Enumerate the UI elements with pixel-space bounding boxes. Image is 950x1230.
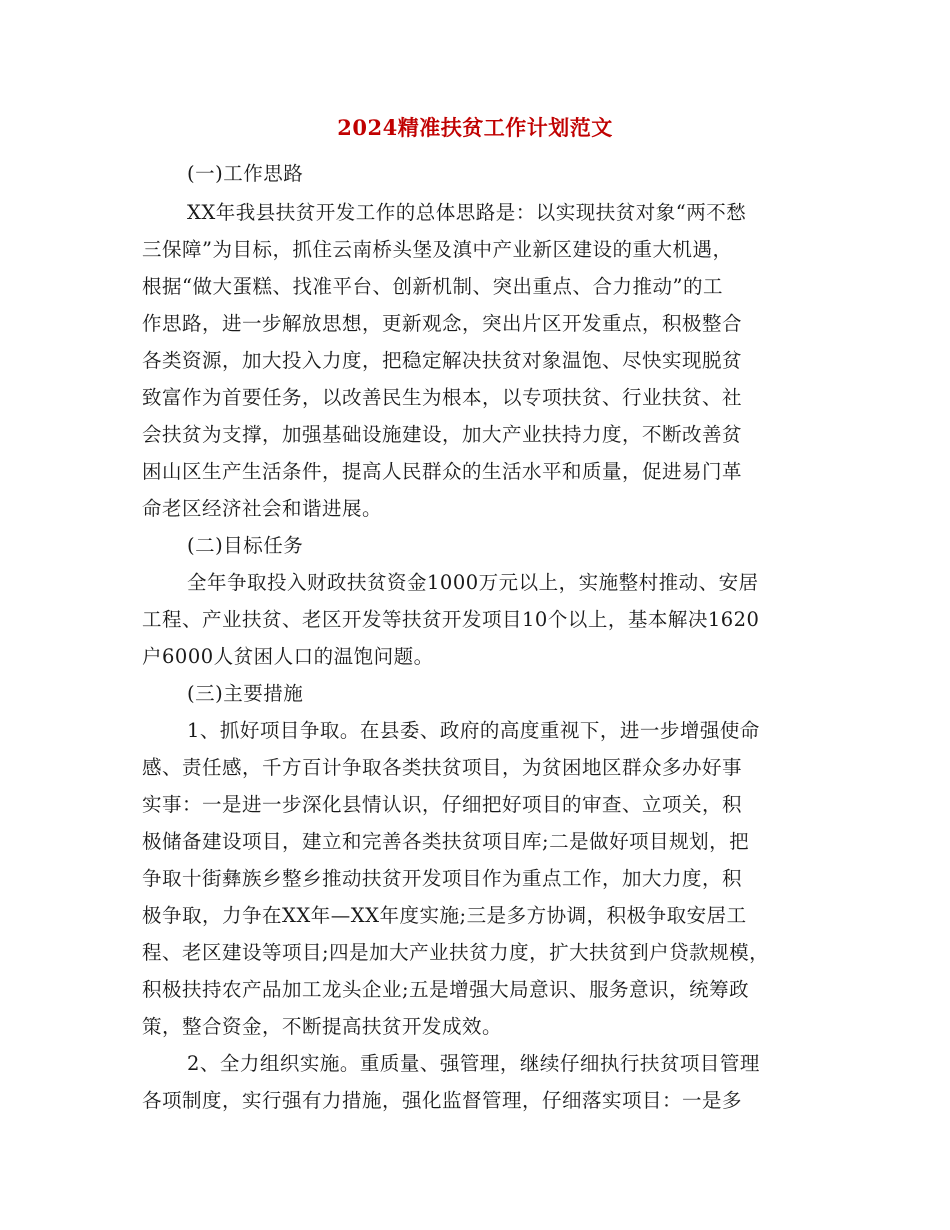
paragraph-line: XX年我县扶贫开发工作的总体思路是：以实现扶贫对象“两不愁 <box>187 201 747 224</box>
section-heading-2: (二)目标任务 <box>187 534 304 557</box>
paragraph-line: 作思路，进一步解放思想，更新观念，突出片区开发重点，积极整合 <box>142 312 743 335</box>
paragraph-line: 户6000人贫困人口的温饱问题。 <box>142 645 434 668</box>
paragraph-line: 命老区经济社会和谐进展。 <box>142 497 383 520</box>
paragraph-line: 程、老区建设等项目;四是加大产业扶贫力度，扩大扶贫到户贷款规模， <box>142 941 770 964</box>
paragraph-line: 工程、产业扶贫、老区开发等扶贫开发项目10个以上，基本解决1620 <box>142 608 760 631</box>
paragraph-line: 根据“做大蛋糕、找准平台、创新机制、突出重点、合力推动”的工 <box>142 275 723 298</box>
section-heading-3: (三)主要措施 <box>187 682 304 705</box>
paragraph-line: 全年争取投入财政扶贫资金1000万元以上，实施整村推动、安居 <box>187 571 759 594</box>
section-heading-1: (一)工作思路 <box>187 162 304 185</box>
paragraph-line: 致富作为首要任务，以改善民生为根本，以专项扶贫、行业扶贫、社 <box>142 386 743 409</box>
paragraph-line: 各项制度，实行强有力措施，强化监督管理，仔细落实项目：一是多 <box>142 1089 743 1112</box>
paragraph-line: 会扶贫为支撑，加强基础设施建设，加大产业扶持力度，不断改善贫 <box>142 423 743 446</box>
paragraph-line: 2、全力组织实施。重质量、强管理，继续仔细执行扶贫项目管理 <box>187 1052 760 1075</box>
paragraph-line: 三保障”为目标，抓住云南桥头堡及滇中产业新区建设的重大机遇， <box>142 238 733 261</box>
paragraph-line: 1、抓好项目争取。在县委、政府的高度重视下，进一步增强使命 <box>187 719 760 742</box>
paragraph-line: 争取十街彝族乡整乡推动扶贫开发项目作为重点工作，加大力度，积 <box>142 867 743 890</box>
paragraph-line: 困山区生产生活条件，提高人民群众的生活水平和质量，促进易门革 <box>142 460 743 483</box>
paragraph-line: 极争取，力争在XX年—XX年度实施;三是多方协调，积极争取安居工 <box>142 904 747 927</box>
paragraph-line: 积极扶持农产品加工龙头企业;五是增强大局意识、服务意识，统筹政 <box>142 978 750 1001</box>
paragraph-line: 感、责任感，千方百计争取各类扶贫项目，为贫困地区群众多办好事 <box>142 756 743 779</box>
paragraph-line: 实事：一是进一步深化县情认识，仔细把好项目的审查、立项关，积 <box>142 793 743 816</box>
paragraph-line: 策，整合资金，不断提高扶贫开发成效。 <box>142 1015 503 1038</box>
paragraph-line: 各类资源，加大投入力度，把稳定解决扶贫对象温饱、尽快实现脱贫 <box>142 349 743 372</box>
paragraph-line: 极储备建设项目，建立和完善各类扶贫项目库;二是做好项目规划，把 <box>142 830 750 853</box>
document-title: 2024精准扶贫工作计划范文 <box>337 115 613 140</box>
